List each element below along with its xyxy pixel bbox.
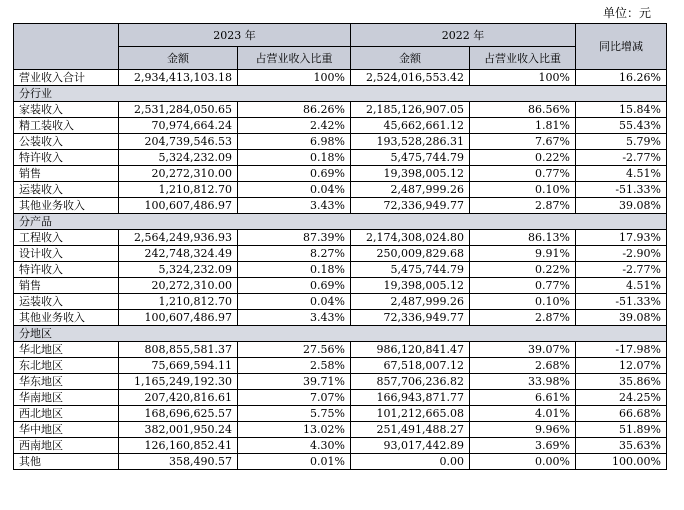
table-row (14, 166, 667, 182)
ratio-2022: 39.07% (470, 342, 576, 358)
ratio-2023: 8.27% (238, 246, 351, 262)
table-row (14, 246, 667, 262)
row-label: 东北地区 (14, 358, 119, 374)
amount-2022: 45,662,661.12 (351, 118, 470, 134)
row-label: 西南地区 (14, 438, 119, 454)
row-label: 华中地区 (14, 422, 119, 438)
ratio-2022: 0.22% (470, 150, 576, 166)
section-header-row (14, 326, 667, 342)
row-label: 销售 (14, 166, 119, 182)
table-body (14, 70, 667, 470)
ratio-2022: 100% (470, 70, 576, 86)
yoy-change: 17.93% (576, 230, 667, 246)
table-row (14, 390, 667, 406)
ratio-2023: 2.58% (238, 358, 351, 374)
amount-2022: 251,491,488.27 (351, 422, 470, 438)
ratio-2023: 0.01% (238, 454, 351, 470)
row-label: 特许收入 (14, 150, 119, 166)
amount-2023: 1,165,249,192.30 (119, 374, 238, 390)
amount-2022: 72,336,949.77 (351, 310, 470, 326)
amount-2023: 100,607,486.97 (119, 310, 238, 326)
header-row-years (14, 24, 667, 47)
ratio-2022: 3.69% (470, 438, 576, 454)
amount-2022: 5,475,744.79 (351, 150, 470, 166)
ratio-2023: 0.04% (238, 182, 351, 198)
table-row (14, 294, 667, 310)
amount-2022: 0.00 (351, 454, 470, 470)
header-amount-2022: 金额 (351, 47, 470, 70)
table-row (14, 118, 667, 134)
table-row (14, 422, 667, 438)
ratio-2022: 9.91% (470, 246, 576, 262)
ratio-2022: 0.10% (470, 294, 576, 310)
section-header-row (14, 214, 667, 230)
yoy-change: -2.77% (576, 150, 667, 166)
amount-2022: 72,336,949.77 (351, 198, 470, 214)
yoy-change: 4.51% (576, 278, 667, 294)
yoy-change: 16.26% (576, 70, 667, 86)
ratio-2023: 2.42% (238, 118, 351, 134)
yoy-change: 15.84% (576, 102, 667, 118)
amount-2023: 100,607,486.97 (119, 198, 238, 214)
total-row (14, 70, 667, 86)
ratio-2023: 0.04% (238, 294, 351, 310)
yoy-change: -17.98% (576, 342, 667, 358)
amount-2023: 5,324,232.09 (119, 262, 238, 278)
amount-2022: 93,017,442.89 (351, 438, 470, 454)
table-row (14, 134, 667, 150)
section-header-row (14, 86, 667, 102)
ratio-2023: 3.43% (238, 310, 351, 326)
amount-2023: 2,531,284,050.65 (119, 102, 238, 118)
amount-2023: 2,564,249,936.93 (119, 230, 238, 246)
amount-2022: 67,518,007.12 (351, 358, 470, 374)
row-label: 公装收入 (14, 134, 119, 150)
header-amount-2023: 金额 (119, 47, 238, 70)
ratio-2023: 0.69% (238, 278, 351, 294)
yoy-change: 100.00% (576, 454, 667, 470)
amount-2022: 193,528,286.31 (351, 134, 470, 150)
amount-2022: 2,487,999.26 (351, 182, 470, 198)
ratio-2022: 0.00% (470, 454, 576, 470)
revenue-table (13, 23, 667, 470)
ratio-2023: 3.43% (238, 198, 351, 214)
amount-2022: 2,487,999.26 (351, 294, 470, 310)
amount-2023: 207,420,816.61 (119, 390, 238, 406)
ratio-2023: 13.02% (238, 422, 351, 438)
amount-2023: 382,001,950.24 (119, 422, 238, 438)
yoy-change: 5.79% (576, 134, 667, 150)
amount-2023: 20,272,310.00 (119, 278, 238, 294)
ratio-2022: 33.98% (470, 374, 576, 390)
amount-2023: 168,696,625.57 (119, 406, 238, 422)
amount-2023: 126,160,852.41 (119, 438, 238, 454)
row-label: 运装收入 (14, 294, 119, 310)
table-row (14, 342, 667, 358)
amount-2023: 5,324,232.09 (119, 150, 238, 166)
amount-2023: 2,934,413,103.18 (119, 70, 238, 86)
table-row (14, 310, 667, 326)
yoy-change: 35.63% (576, 438, 667, 454)
amount-2022: 2,185,126,907.05 (351, 102, 470, 118)
table-row (14, 262, 667, 278)
row-label: 设计收入 (14, 246, 119, 262)
ratio-2022: 2.87% (470, 198, 576, 214)
header-year-2023: 2023 年 (119, 24, 351, 47)
amount-2023: 242,748,324.49 (119, 246, 238, 262)
section-title: 分地区 (14, 326, 667, 342)
yoy-change: 39.08% (576, 310, 667, 326)
header-ratio-2023: 占营业收入比重 (238, 47, 351, 70)
table-row (14, 438, 667, 454)
table-row (14, 358, 667, 374)
ratio-2022: 2.87% (470, 310, 576, 326)
row-label: 营业收入合计 (14, 70, 119, 86)
row-label: 精工装收入 (14, 118, 119, 134)
row-label: 华东地区 (14, 374, 119, 390)
header-yoy: 同比增减 (576, 24, 667, 70)
section-title: 分行业 (14, 86, 667, 102)
amount-2022: 986,120,841.47 (351, 342, 470, 358)
row-label: 家装收入 (14, 102, 119, 118)
ratio-2023: 100% (238, 70, 351, 86)
ratio-2022: 7.67% (470, 134, 576, 150)
table-row (14, 406, 667, 422)
amount-2022: 166,943,871.77 (351, 390, 470, 406)
yoy-change: 24.25% (576, 390, 667, 406)
ratio-2022: 0.77% (470, 166, 576, 182)
ratio-2023: 0.18% (238, 262, 351, 278)
unit-label: 单位：元 (602, 6, 651, 20)
amount-2022: 250,009,829.68 (351, 246, 470, 262)
row-label: 特许收入 (14, 262, 119, 278)
row-label: 运装收入 (14, 182, 119, 198)
row-label: 华南地区 (14, 390, 119, 406)
row-label: 工程收入 (14, 230, 119, 246)
yoy-change: 66.68% (576, 406, 667, 422)
ratio-2022: 6.61% (470, 390, 576, 406)
amount-2023: 75,669,594.11 (119, 358, 238, 374)
ratio-2023: 39.71% (238, 374, 351, 390)
table-row (14, 454, 667, 470)
row-label: 华北地区 (14, 342, 119, 358)
amount-2022: 19,398,005.12 (351, 278, 470, 294)
yoy-change: -2.77% (576, 262, 667, 278)
ratio-2023: 6.98% (238, 134, 351, 150)
amount-2023: 1,210,812.70 (119, 294, 238, 310)
yoy-change: 55.43% (576, 118, 667, 134)
amount-2023: 1,210,812.70 (119, 182, 238, 198)
table-row (14, 182, 667, 198)
yoy-change: -51.33% (576, 294, 667, 310)
amount-2023: 20,272,310.00 (119, 166, 238, 182)
ratio-2022: 0.22% (470, 262, 576, 278)
ratio-2023: 86.26% (238, 102, 351, 118)
amount-2023: 70,974,664.24 (119, 118, 238, 134)
yoy-change: 39.08% (576, 198, 667, 214)
ratio-2023: 87.39% (238, 230, 351, 246)
header-ratio-2022: 占营业收入比重 (470, 47, 576, 70)
amount-2022: 2,174,308,024.80 (351, 230, 470, 246)
amount-2022: 857,706,236.82 (351, 374, 470, 390)
amount-2022: 5,475,744.79 (351, 262, 470, 278)
row-label: 销售 (14, 278, 119, 294)
table-row (14, 374, 667, 390)
table-row (14, 278, 667, 294)
table-row (14, 102, 667, 118)
header-corner (14, 24, 119, 70)
table-row (14, 150, 667, 166)
table-row (14, 230, 667, 246)
yoy-change: 4.51% (576, 166, 667, 182)
ratio-2022: 86.56% (470, 102, 576, 118)
ratio-2023: 27.56% (238, 342, 351, 358)
yoy-change: -2.90% (576, 246, 667, 262)
ratio-2023: 0.69% (238, 166, 351, 182)
ratio-2023: 5.75% (238, 406, 351, 422)
yoy-change: -51.33% (576, 182, 667, 198)
ratio-2022: 2.68% (470, 358, 576, 374)
row-label: 其他 (14, 454, 119, 470)
ratio-2023: 7.07% (238, 390, 351, 406)
ratio-2023: 4.30% (238, 438, 351, 454)
row-label: 西北地区 (14, 406, 119, 422)
ratio-2022: 1.81% (470, 118, 576, 134)
ratio-2022: 0.77% (470, 278, 576, 294)
ratio-2022: 4.01% (470, 406, 576, 422)
amount-2022: 19,398,005.12 (351, 166, 470, 182)
header-year-2022: 2022 年 (351, 24, 576, 47)
yoy-change: 12.07% (576, 358, 667, 374)
ratio-2023: 0.18% (238, 150, 351, 166)
ratio-2022: 86.13% (470, 230, 576, 246)
ratio-2022: 0.10% (470, 182, 576, 198)
row-label: 其他业务收入 (14, 310, 119, 326)
amount-2022: 101,212,665.08 (351, 406, 470, 422)
section-title: 分产品 (14, 214, 667, 230)
ratio-2022: 9.96% (470, 422, 576, 438)
table-row (14, 198, 667, 214)
amount-2023: 204,739,546.53 (119, 134, 238, 150)
amount-2023: 358,490.57 (119, 454, 238, 470)
yoy-change: 51.89% (576, 422, 667, 438)
amount-2023: 808,855,581.37 (119, 342, 238, 358)
amount-2022: 2,524,016,553.42 (351, 70, 470, 86)
row-label: 其他业务收入 (14, 198, 119, 214)
yoy-change: 35.86% (576, 374, 667, 390)
